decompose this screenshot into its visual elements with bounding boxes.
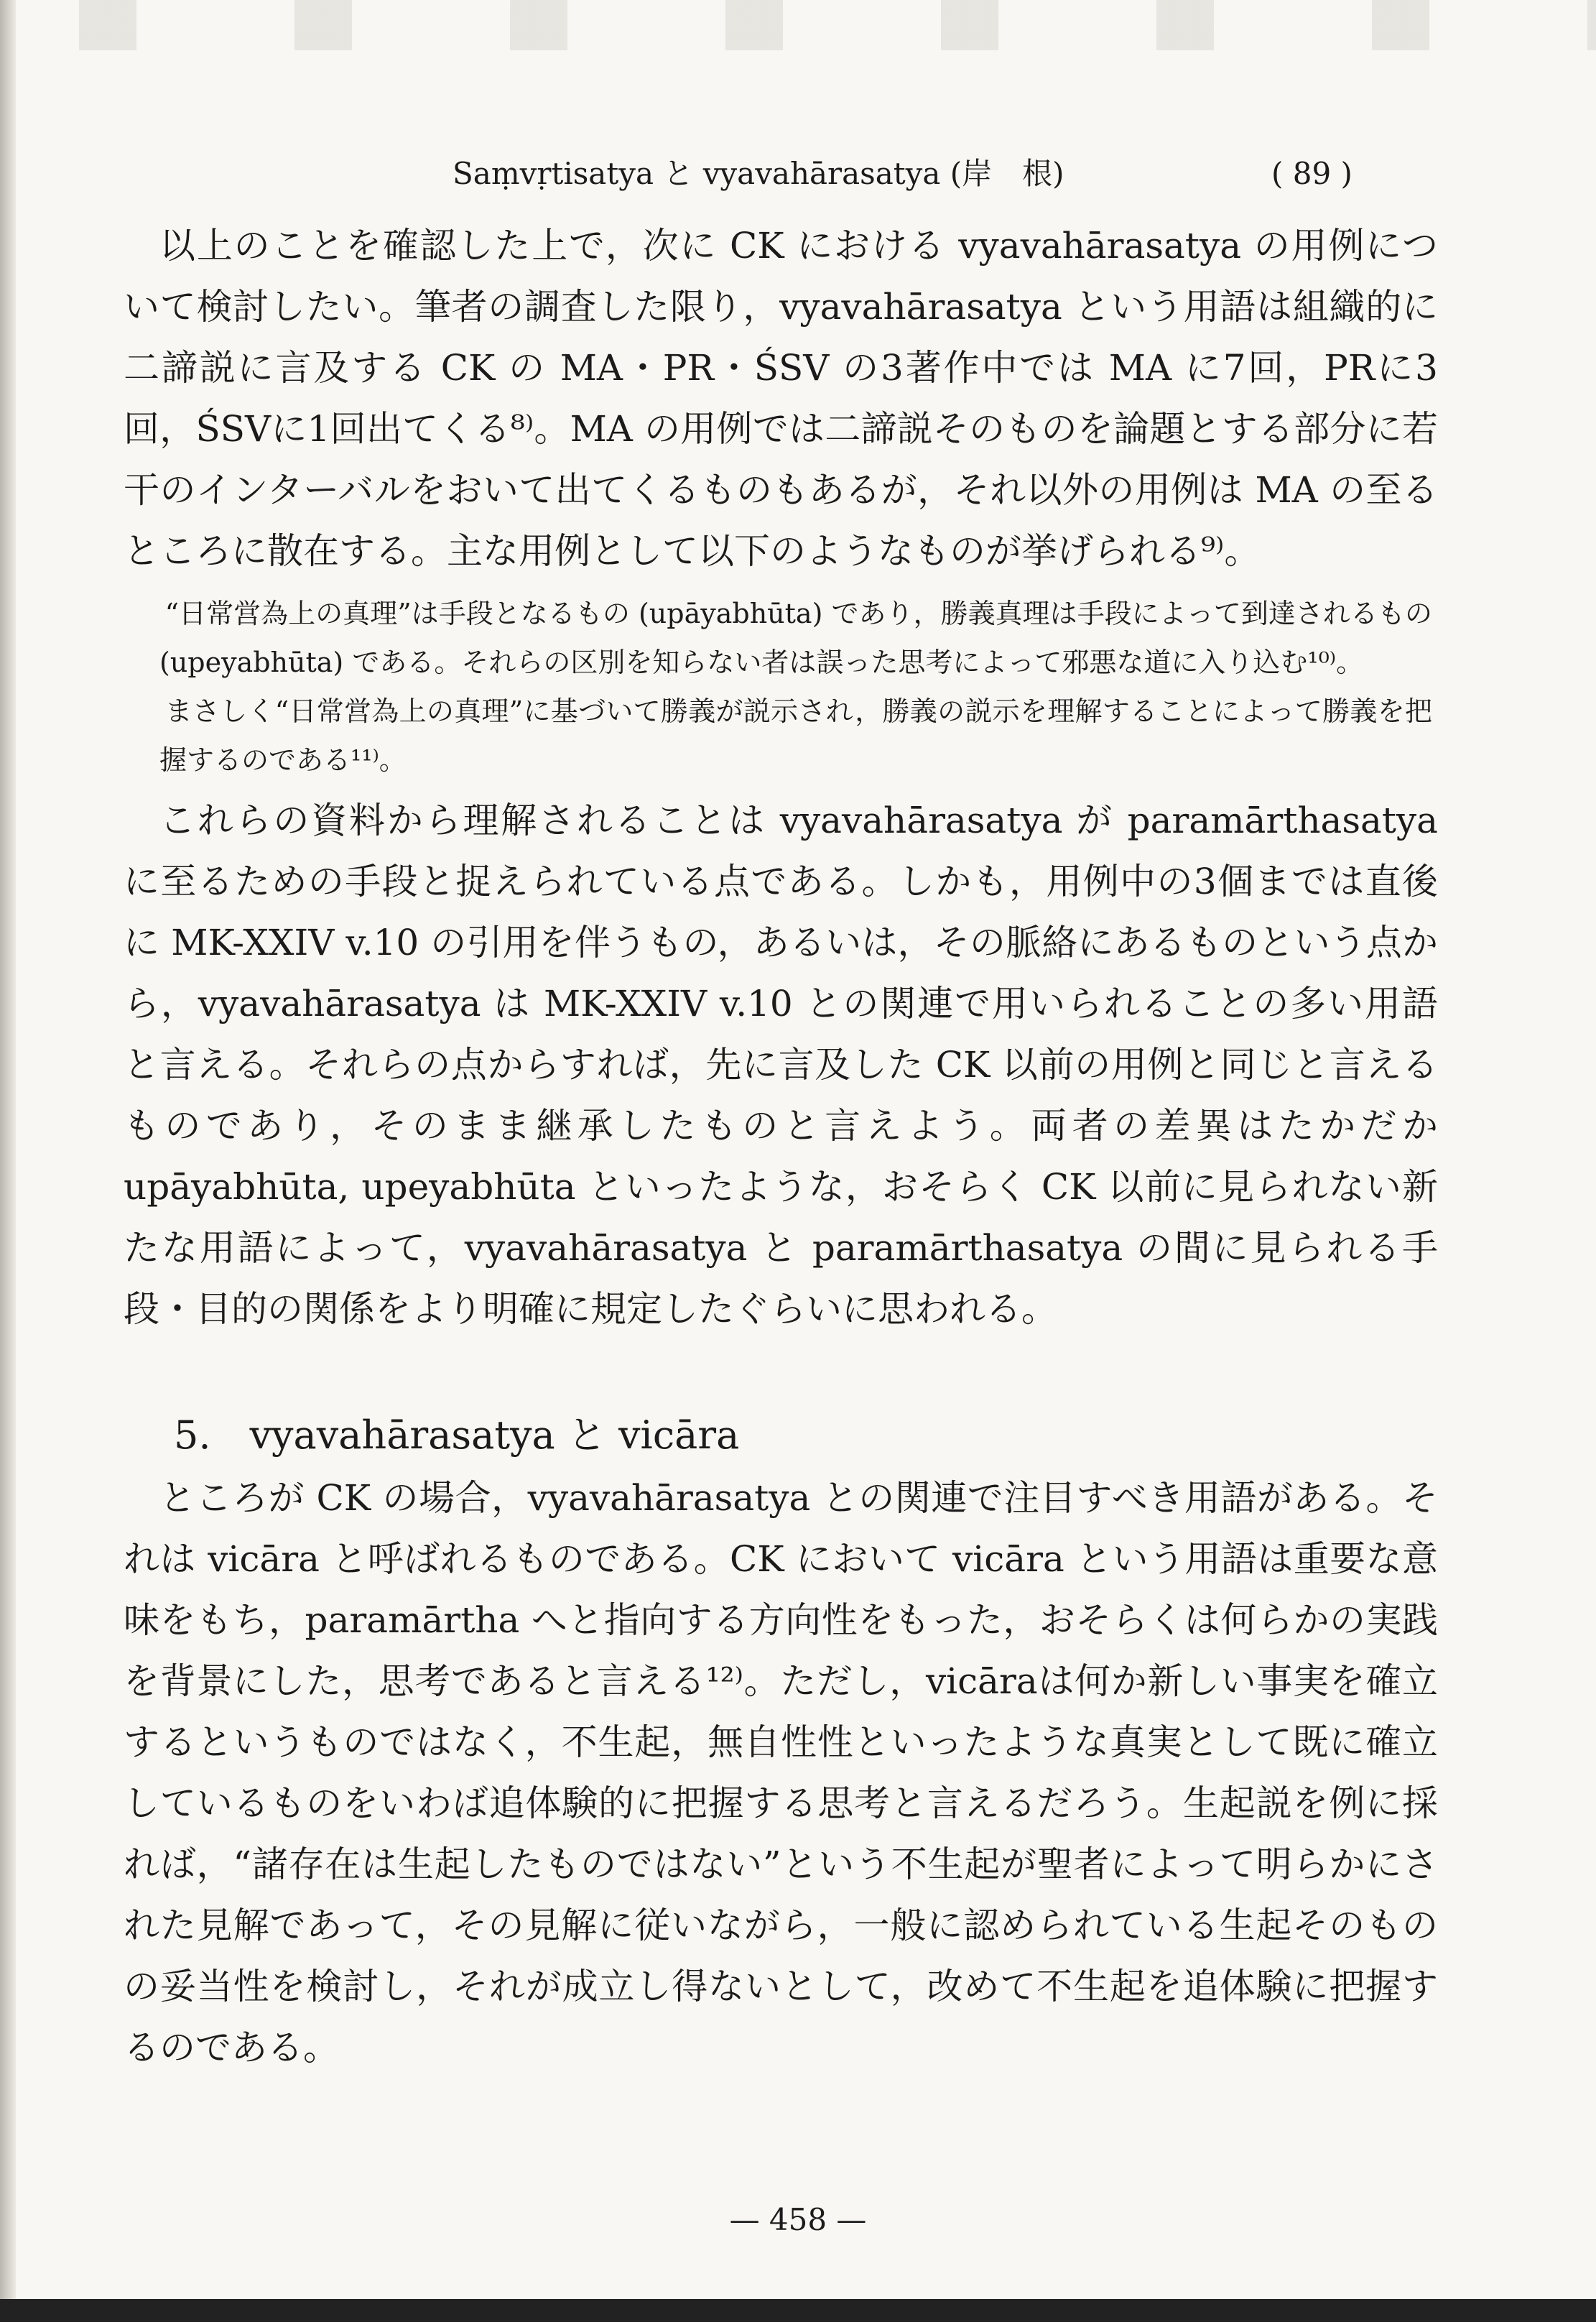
- page-bottom-edge: [0, 2299, 1596, 2322]
- running-title: Saṃvṛtisatya と vyavahārasatya (岸 根): [453, 156, 1064, 191]
- quotation-upaya: “日常営為上の真理”は手段となるもの (upāyabhūta) であり，勝義真理は手段によって到達されるもの (upeyabhūta) である。それらの区別を知らない者は誤った思考によって邪悪な道に入り込む¹⁰⁾。: [159, 598, 1432, 678]
- section-heading: 5. vyavahārasatya と vicāra: [174, 1412, 740, 1458]
- journal-page-number: ( 89 ): [1271, 156, 1353, 191]
- running-header: [453, 152, 1415, 195]
- article-body: [124, 216, 1438, 2078]
- page-left-edge: [0, 0, 16, 2322]
- quotation-paramartha: まさしく“日常営為上の真理”に基づいて勝義が説示され，勝義の説示を理解することによって勝義を把握するのである¹¹⁾。: [159, 695, 1432, 776]
- page-top-edge: [0, 0, 1596, 50]
- page-folio: — 458 —: [729, 2202, 867, 2237]
- paragraph-usage-survey: 以上のことを確認した上で，次に CK における vyavahārasatya の用例について検討したい。筆者の調査した限り，vyavahārasatya という用語は組織的に二諦説に言及する CK の MA・PR・ŚSV の3著作中では MA に7回，PRに3回，ŚSVに1回出てくる⁸⁾。MA の用例では二諦説そのものを論題とする部分に若干のインターバルをおいて出てくるものもあるが，それ以外の用例は MA の至るところに散在する。主な用例として以下のようなものが挙げられる⁹⁾。: [124, 225, 1438, 572]
- paragraph-interpretation: これらの資料から理解されることは vyavahārasatya が paramārthasatya に至るための手段と捉えられている点である。しかも，用例中の3個までは直後に MK-XXIV v.10 の引用を伴うもの，あるいは，その脈絡にあるものという点から，vyavahārasatya は MK-XXIV v.10 との関連で用いられることの多い用語と言える。それらの点からすれば，先に言及した CK 以前の用例と同じと言えるものであり，そのまま継承したものと言えよう。両者の差異はたかだか upāyabhūta, upeyabhūta といったような，おそらく CK 以前に見られない新たな用語によって，vyavahārasatya と paramārthasatya の間に見られる手段・目的の関係をより明確に規定したぐらいに思われる。: [124, 800, 1438, 1330]
- paragraph-vicara: ところが CK の場合，vyavahārasatya との関連で注目すべき用語がある。それは vicāra と呼ばれるものである。CK において vicāra という用語は重要な意味をもち，paramārtha へと指向する方向性をもった，おそらくは何らかの実践を背景にした，思考であると言える¹²⁾。ただし，vicāraは何か新しい事実を確立するというものではなく，不生起，無自性性といったような真実として既に確立しているものをいわば追体験的に把握する思考と言えるだろう。生起説を例に採れば，“諸存在は生起したものではない”という不生起が聖者によって明らかにされた見解であって，その見解に従いながら，一般に認められている生起そのものの妥当性を検討し，それが成立し得ないとして，改めて不生起を追体験に把握するのである。: [124, 1477, 1438, 2068]
